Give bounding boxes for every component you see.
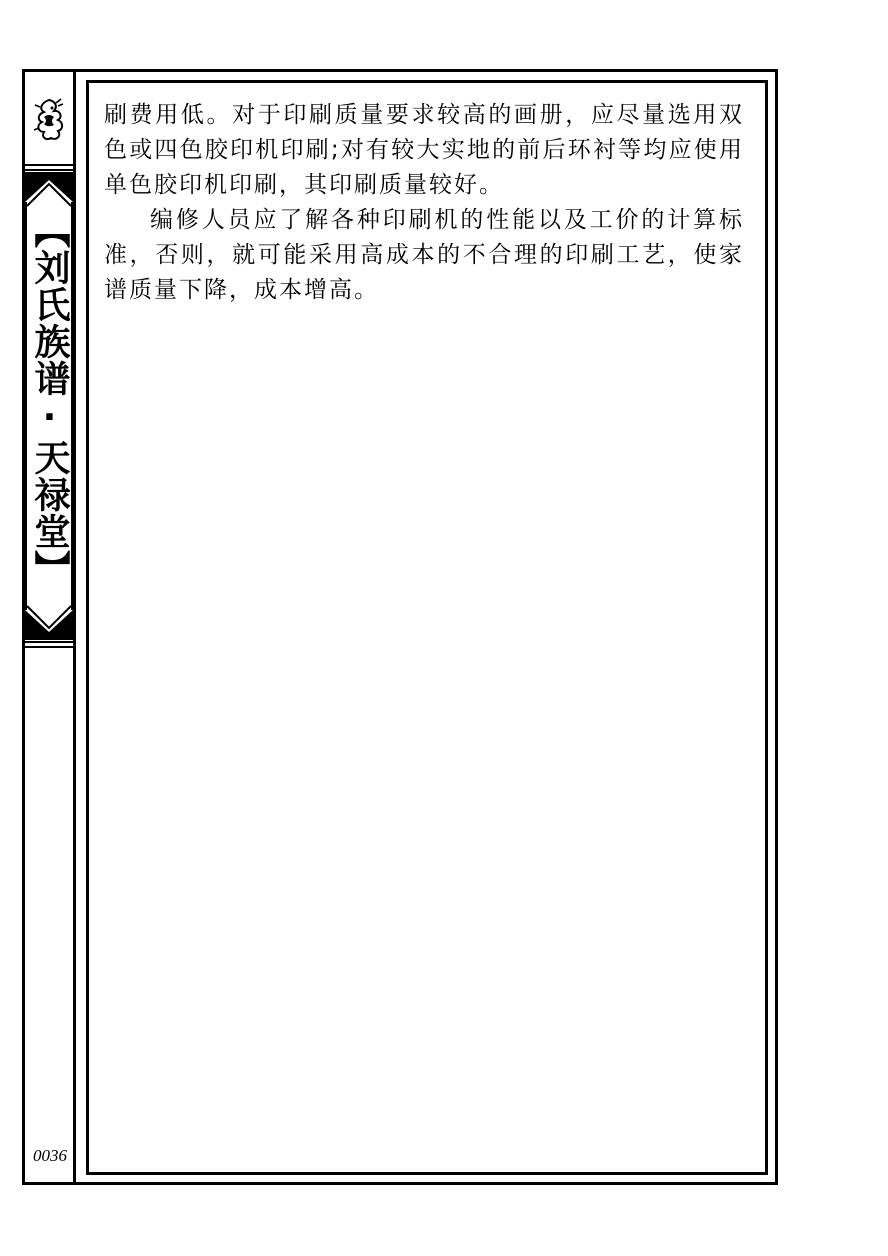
body-text bbox=[104, 98, 744, 308]
paragraph-1: 刷费用低。对于印刷质量要求较高的画册，应尽量选用双色或四色胶印机印刷;对有较大实地的前后环衬等均应使用单色胶印机印刷，其印刷质量较好。 bbox=[104, 102, 744, 198]
spine-divider-top bbox=[25, 164, 73, 166]
spine-title-box bbox=[25, 172, 73, 640]
spine-divider-top-2 bbox=[25, 169, 73, 171]
dragon-seal-icon bbox=[32, 97, 66, 143]
spine-divider-bottom bbox=[25, 641, 73, 643]
paragraph-2: 编修人员应了解各种印刷机的性能以及工价的计算标准，否则，就可能采用高成本的不合理的印刷工艺，使家谱质量下降，成本增高。 bbox=[104, 207, 744, 303]
spine-title: 【刘氏族谱·天禄堂】 bbox=[29, 212, 70, 587]
spine-logo bbox=[25, 72, 73, 168]
page-number: 0036 bbox=[33, 1146, 67, 1165]
spine-divider-bottom-2 bbox=[25, 646, 73, 648]
